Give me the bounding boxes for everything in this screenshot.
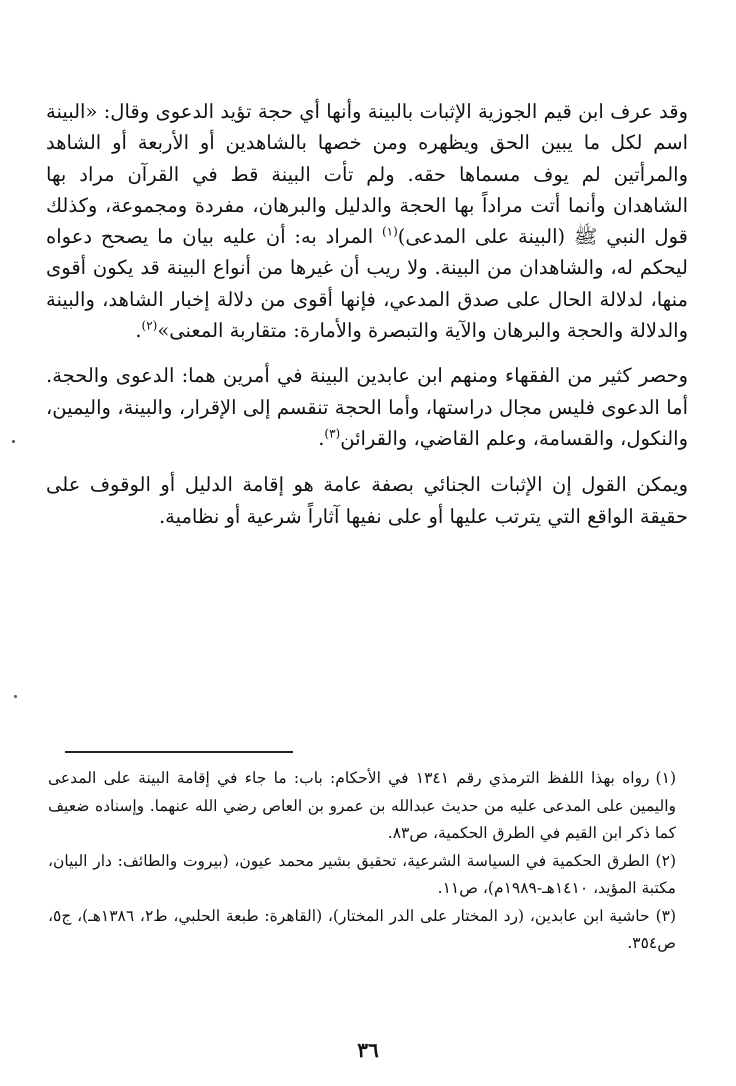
paragraph-end: .: [318, 426, 325, 450]
footnote-ref-3[interactable]: (٣): [324, 426, 341, 441]
paragraph-text: وحصر كثير من الفقهاء ومنهم ابن عابدين البينة في أمرين هما: الدعوى والحجة. أما الدعوى فليس مجال دراستها، وأما الحجة تنقسم إلى الإقرار، والبينة، واليمين، والنكول، والقسامة، وعلم القاضي، والقرائن: [46, 364, 688, 450]
page-number: ٣٦: [357, 1038, 379, 1062]
paragraph-ibn-abidin-evidence: [46, 360, 688, 454]
footnotes-section: [48, 765, 676, 958]
footnote-number: (١): [655, 769, 676, 787]
scan-speck: [12, 440, 15, 443]
footnote-number: (٢): [655, 851, 676, 870]
footnote-ref-1[interactable]: (١): [381, 224, 398, 239]
paragraph-text: ويمكن القول إن الإثبات الجنائي بصفة عامة هو إقامة الدليل أو الوقوف على حقيقة الواقع التي يترتب عليها أو على نفيها آثاراً شرعية أو نظامية.: [46, 473, 688, 528]
footnote-3: [48, 903, 676, 958]
paragraph-text-continued: المراد به: أن عليه بيان ما يصحح دعواه ليحكم له، والشاهدان من البينة. ولا ريب أن غيرها من أنواع البينة قد يكون أقوى منها، لدلالة الحال على صدق المدعي، فإنها أقوى من دلالة إخبار الشاهد، والبينة والدلالة والحجة والبرهان والآية والتبصرة والأمارة: متقاربة المعنى»: [46, 225, 688, 343]
paragraph-end: .: [135, 319, 142, 343]
footnote-text: رواه بهذا اللفظ الترمذي رقم ١٣٤١ في الأحكام: باب: ما جاء في إقامة البينة على المدعى واليمين على المدعى عليه من حديث عبدالله بن عمرو بن العاص رضي الله عنهما. وإسناده ضعيف كما ذكر ابن القيم في الطرق الحكمية، ص٨٣.: [48, 769, 676, 842]
paragraph-ibn-qayyim-definition: [46, 96, 688, 346]
footnote-text: الطرق الحكمية في السياسة الشرعية، تحقيق بشير محمد عيون، (بيروت والطائف: دار البيان، مكتبة المؤيد، ١٤١٠هـ-١٩٨٩م)، ص١١.: [48, 851, 676, 897]
footnote-ref-2[interactable]: (٢): [141, 318, 158, 333]
footnote-number: (٣): [655, 906, 677, 925]
footnote-text: حاشية ابن عابدين، (رد المختار على الدر المختار)، (القاهرة: طبعة الحلبي، ط٢، ١٣٨٦هـ)، ج٥، ص٣٥٤.: [48, 906, 676, 952]
footnote-2: [48, 848, 676, 903]
main-text: [46, 96, 688, 532]
paragraph-criminal-proof-definition: [46, 469, 688, 532]
scan-speck: [14, 695, 17, 698]
footnote-separator: [65, 751, 293, 753]
paragraph-text: وقد عرف ابن قيم الجوزية الإثبات بالبينة وأنها أي حجة تؤيد الدعوى وقال: «البينة اسم لكل ما يبين الحق ويظهره ومن خصها بالشاهدين أو الأربعة أو الشاهد والمرأتين لم يوف مسماها حقه. ولم تأت البينة قط في القرآن مراد بها الشاهدان وأنما أتت مراداً بها الحجة والدليل والبرهان، مفردة ومجموعة، وكذلك قول النبي ﷺ (البينة على المدعى): [46, 100, 688, 249]
footnote-1: [48, 765, 676, 848]
